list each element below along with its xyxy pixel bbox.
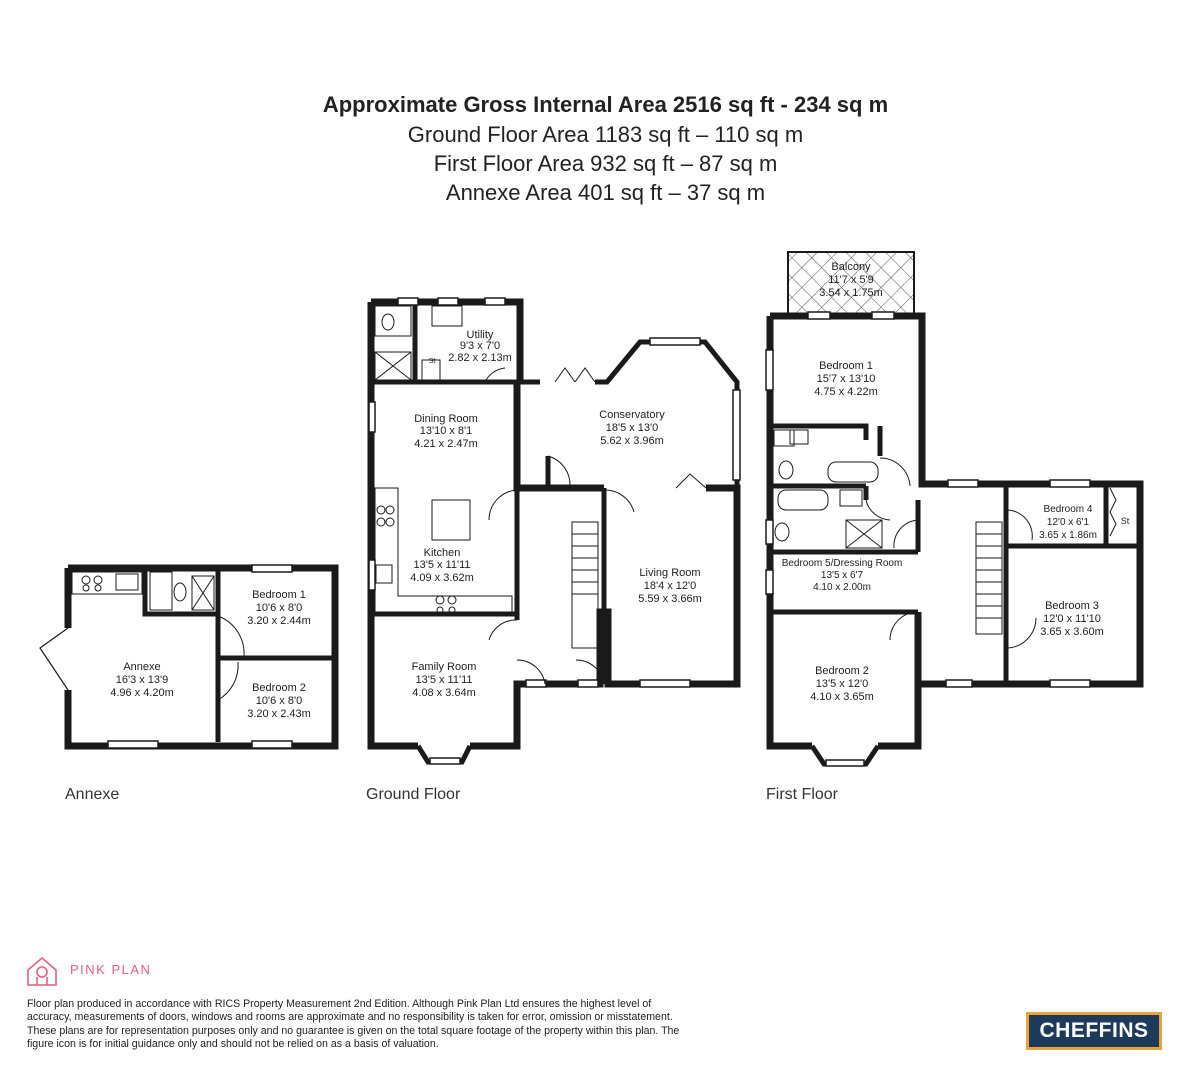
room-size-imperial: 18'4 x 12'0 [643, 580, 697, 592]
room-size-imperial: 13'10 x 8'1 [419, 425, 473, 437]
room-size-metric: 4.08 x 3.64m [412, 687, 476, 699]
room-size-metric: 3.20 x 2.44m [247, 615, 311, 627]
store-label: St [1120, 516, 1130, 526]
room-size-imperial: 9'3 x 7'0 [459, 340, 501, 352]
room-size-metric: 4.96 x 4.20m [110, 687, 174, 699]
room-size-imperial: 13'5 x 11'11 [413, 559, 471, 571]
room-name: Family Room [411, 661, 477, 673]
room-size-imperial: 12'0 x 6'1 [1046, 517, 1090, 528]
room-size-imperial: 13'5 x 6'7 [820, 570, 864, 581]
room-size-metric: 4.75 x 4.22m [814, 386, 878, 398]
ground-floor-label: Ground Floor [366, 786, 461, 803]
room-name: Bedroom 1 [819, 360, 873, 372]
room-size-metric: 3.54 x 1.75m [819, 287, 883, 299]
room-name: Bedroom 1 [252, 589, 306, 601]
room-size-metric: 4.10 x 3.65m [810, 691, 874, 703]
room-name: Balcony [831, 261, 871, 273]
plan-title: Approximate Gross Internal Area 2516 sq ft - 234 sq m [322, 92, 889, 117]
pink-plan-brand: PINK PLAN [70, 962, 152, 977]
first-floor-area: First Floor Area 932 sq ft – 87 sq m [433, 151, 778, 176]
room-size-imperial: 13'5 x 11'11 [415, 674, 473, 686]
room-name: Utility [466, 329, 494, 341]
room-name: Bedroom 2 [252, 682, 306, 694]
room-name: Kitchen [423, 547, 461, 559]
room-size-imperial: 12'0 x 11'10 [1043, 613, 1101, 625]
room-size-imperial: 16'3 x 13'9 [115, 674, 169, 686]
room-size-imperial: 10'6 x 8'0 [255, 602, 303, 614]
room-name: Living Room [639, 567, 701, 579]
room-size-imperial: 10'6 x 8'0 [255, 695, 303, 707]
room-name: Bedroom 3 [1045, 600, 1099, 612]
annexe-area: Annexe Area 401 sq ft – 37 sq m [445, 180, 766, 205]
room-name: Bedroom 5/Dressing Room [781, 558, 903, 569]
room-size-metric: 4.21 x 2.47m [414, 438, 478, 450]
room-size-metric: 5.59 x 3.66m [638, 593, 702, 605]
room-size-metric: 3.20 x 2.43m [247, 708, 311, 720]
store-label: St [428, 358, 436, 365]
room-size-imperial: 15'7 x 13'10 [816, 373, 876, 385]
room-size-imperial: 13'5 x 12'0 [815, 678, 869, 690]
room-size-imperial: 11'7 x 5'9 [828, 274, 874, 286]
room-size-metric: 3.65 x 3.60m [1040, 626, 1104, 638]
annexe-floor-label: Annexe [65, 786, 120, 803]
room-size-metric: 3.65 x 1.86m [1039, 530, 1097, 541]
disclaimer-text: Floor plan produced in accordance with RICS Property Measurement 2nd Edition. Although Pink Plan Ltd ensures the highest level of accuracy, measurements of doors, windows and rooms are approximate and no responsibility is taken for error, omission or misstatement. These plans are for representation purposes only and no guarantee is given on the total square footage of the property within this plan. The figure icon is for initial guidance only and should not be relied on as a basis of valuation. [27, 998, 680, 1051]
room-size-metric: 4.09 x 3.62m [410, 572, 474, 584]
room-name: Conservatory [599, 409, 665, 421]
ground-floor-area: Ground Floor Area 1183 sq ft – 110 sq m [407, 122, 804, 147]
room-name: Bedroom 2 [815, 665, 869, 677]
first-floor-label: First Floor [766, 786, 838, 803]
cheffins-logo: CHEFFINS [1026, 1012, 1162, 1050]
room-size-imperial: 18'5 x 13'0 [605, 422, 659, 434]
room-size-metric: 4.10 x 2.00m [813, 582, 871, 593]
room-name: Dining Room [414, 413, 478, 425]
room-name: Bedroom 4 [1043, 504, 1093, 515]
room-name: Annexe [123, 661, 161, 673]
room-size-metric: 5.62 x 3.96m [600, 435, 664, 447]
pink-plan-logo-icon [28, 958, 56, 985]
room-size-metric: 2.82 x 2.13m [448, 352, 512, 364]
